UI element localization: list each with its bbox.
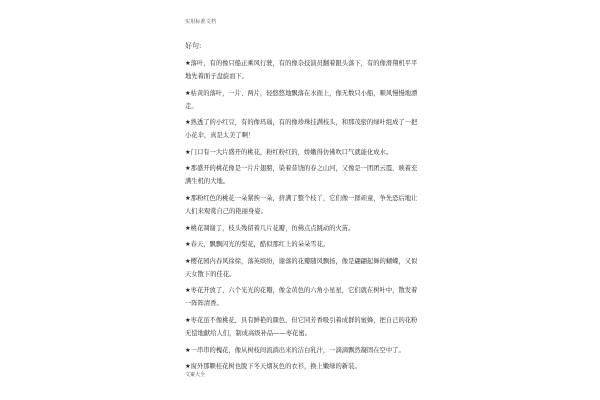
document-header-label: 实用标准文档 [185,19,217,25]
paragraph: ★枯黄的落叶，一片、两片，轻悠悠地飘落在水面上，像无数只小船，顺风慢慢地漂走。 [185,89,418,110]
paragraph: ★桃花凋谢了，枝头残留着几片花瓣，仿佛点点跳动的火苗。 [185,224,355,232]
paragraph: ★一串串的槐花，像从树枝间流淌出来的洁白乳汁，一滴滴飘然凝固在空中了。 [185,346,405,354]
paragraph: ★樱花园内春风徐徐，落英缤纷，谢落的花瓣随风飘扬，像是翩翩起舞的蝴蝶，又似天女散下的佳花。 [185,257,418,278]
paragraph: ★春天，飘飘闪光的梨花，酷似那红上的朵朵雪花。 [185,241,330,249]
paragraph: ★门口有一大片盛开的桃花，粉红粉红的，娇嫩得仿佛吹口气就能化成水。 [185,148,393,156]
section-title: 好句: [185,42,202,50]
paragraph: ★那盛开的桃花像是一片片翅膀，染着昔饶的春之山河，又像是一团团云霞，映着充满生机的大地。 [185,165,418,186]
paragraph: ★枣花开放了，六个光光的花瓣，像金黄色的六角小星星，它们就在树叶中，散发着一阵阵清香。 [185,287,418,308]
paragraph: ★那粉红色的桃花一朵紧挨一朵，挤满了整个枝丫，它们像一群顽童，争先恐后地让人们来观赏自己的艳丽身姿。 [185,194,418,215]
paragraph-list [185,57,420,377]
paragraph: ★枣花虽不像桃花，具有鲜艳的颜色，但它同芳香吸引着成群的蜜蜂，把自己的花粉无偿地献给人们，制成高级补品——枣花蜜。 [185,316,418,337]
document-footer-label: 文案大全 [185,372,206,378]
paragraph: ★熟透了的小红豆，有的像玛瑙，有的像珍珠挂满枝头，和那茂密的绿叶组成了一把小花伞，真是太美了啊！ [185,119,418,140]
paragraph: ★窗外那颗桂花树也脱下冬天烟灰色的衣衫，换上嫩绿的新装。 [185,363,361,371]
paragraph: ★落叶，有的像只船正乘风行驶，有的像杂技演员翻着跟头落下，有的像滑翔机平平地先着面子盘旋而下。 [185,60,418,80]
